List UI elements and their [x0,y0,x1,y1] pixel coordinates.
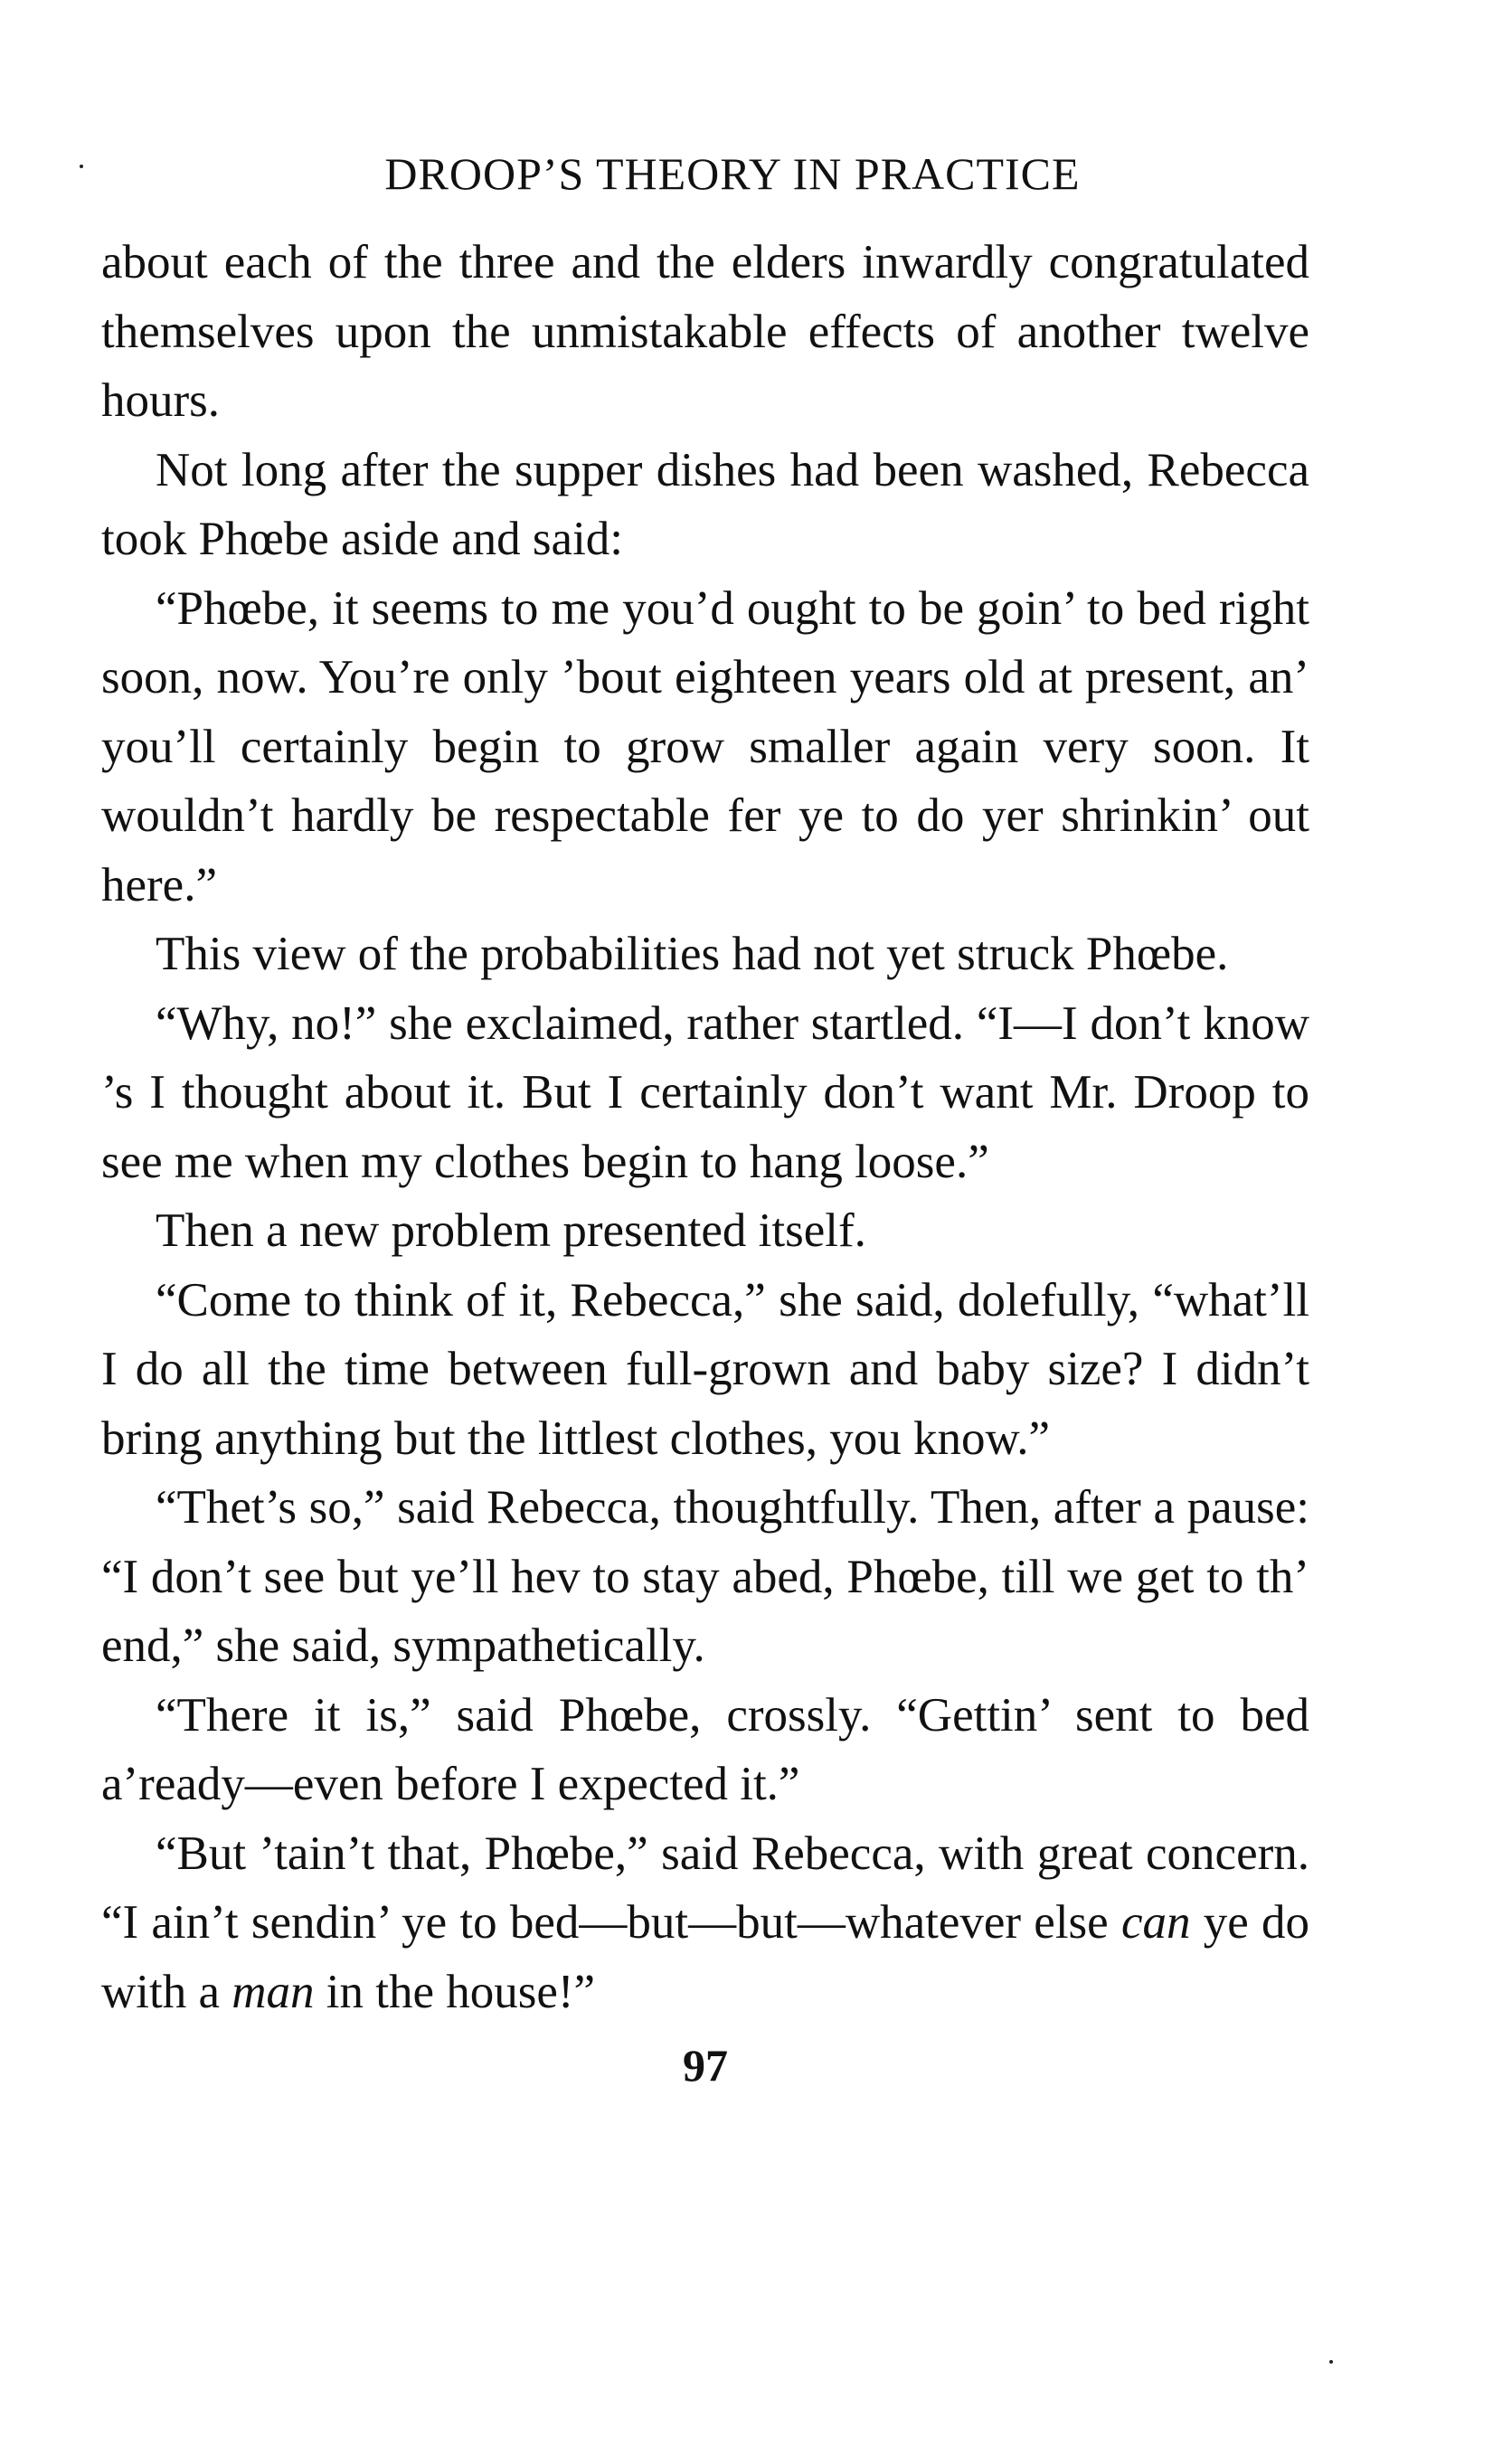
paragraph-7: “Come to think of it, Rebecca,” she said, dolefully, “what’ll I do all the time between full-grown and baby size? I didn’t bring anything but the littlest clothes, you know.” [101,1273,1309,1465]
paragraph-4: This view of the probabilities had not yet struck Phœbe. [156,928,1229,980]
paragraph-10-part-3: in the house!” [314,1965,596,2018]
emphasis-can: can [1120,1896,1191,1949]
paragraph-10-part-2: ye do with a [101,1896,1309,2018]
paragraph-6: Then a new problem presented itself. [156,1204,866,1257]
paragraph-8: “Thet’s so,” said Rebecca, thoughtfully. Then, after a pause: “I don’t see but ye’ll hev to stay abed, Phœbe, till we get to th’ end,” she said, sympathetically. [101,1481,1309,1672]
paragraph-3: “Phœbe, it seems to me you’d ought to be goin’ to bed right soon, now. You’re only ’bout eighteen years old at present, an’ you’ll certainly begin to grow smaller again very soon. It wouldn’t hardly be respectable fer ye to do yer shrinkin’ out here.” [101,581,1309,911]
page-number: 97 [683,2040,728,2091]
margin-speck-top [80,165,83,168]
paragraph-2: Not long after the supper dishes had been washed, Rebecca took Phœbe aside and said: [101,443,1309,565]
paragraph-10 [101,1819,1309,2027]
book-page [101,145,1309,2097]
paragraph-10-part-1: “But ’tain’t that, Phœbe,” said Rebecca, with great concern. “I ain’t sendin’ ye to bed—but—but—whatever else [101,1827,1309,1949]
body-text [101,228,1309,2026]
margin-speck-bottom [1329,2360,1333,2364]
emphasis-man: man [232,1965,315,2018]
running-title: DROOP’S THEORY IN PRACTICE [384,148,1081,199]
paragraph-1: about each of the three and the elders inwardly congratulated themselves upon the unmistakable effects of another twelve hours. [101,236,1309,427]
paragraph-9: “There it is,” said Phœbe, crossly. “Gettin’ sent to bed a’ready—even before I expected it.” [101,1688,1309,1810]
paragraph-5: “Why, no!” she exclaimed, rather startled. “I—I don’t know ’s I thought about it. But I certainly don’t want Mr. Droop to see me when my clothes begin to hang loose.” [101,996,1309,1188]
